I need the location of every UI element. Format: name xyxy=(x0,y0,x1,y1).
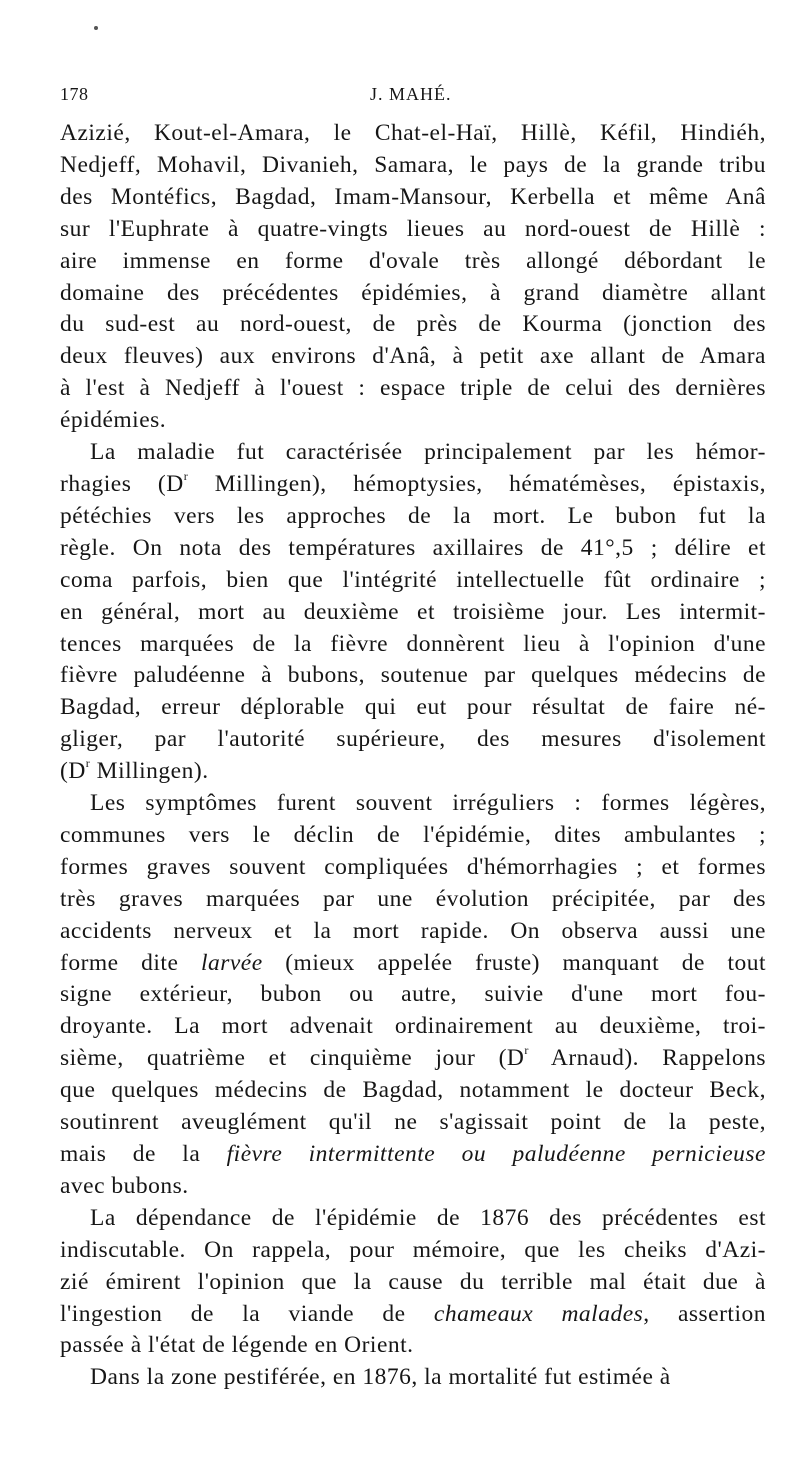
print-speck xyxy=(94,26,98,30)
text-line: tences marquées de la fièvre donnèrent lieu à l'opinion d'une xyxy=(60,630,766,657)
text-line: passée à l'état de légende en Orient. xyxy=(60,1332,414,1359)
text-line: Bagdad, erreur déplorable qui eut pour résultat de faire né- xyxy=(60,694,766,721)
text-line: aire immense en forme d'ovale très allongé débordant le xyxy=(60,247,766,274)
italic-text: larvée xyxy=(200,949,263,976)
italic-text: fièvre intermittente ou paludéenne pernicieuse xyxy=(226,1141,766,1167)
page-number: 178 xyxy=(60,84,89,104)
text-line: indiscutable. On rappela, pour mémoire, que les cheiks d'Azi- xyxy=(60,1236,766,1263)
text-line: signe extérieur, bubon ou autre, suivie d'une mort fou- xyxy=(60,981,766,1008)
text-line: du sud-est au nord-ouest, de près de Kourma (jonction des xyxy=(60,311,766,338)
text-line: forme dite larvée (mieux appelée fruste) manquant de tout xyxy=(60,949,766,976)
text-line: zié émirent l'opinion que la cause du terrible mal était due à xyxy=(60,1268,766,1295)
paragraph xyxy=(60,118,766,437)
text-line: des Montéfics, Bagdad, Imam-Mansour, Kerbella et même Anâ xyxy=(60,183,766,210)
text-line: sième, quatrième et cinquième jour ($D^r$ Arnaud). Rappelons xyxy=(60,1043,767,1072)
page-header xyxy=(60,84,766,110)
text-line: accidents nerveux et la mort rapide. On observa aussi une xyxy=(60,917,766,944)
text-line: soutinrent aveuglément qu'il ne s'agissait point de la peste, xyxy=(60,1109,766,1136)
italic-text: chameaux malades xyxy=(433,1300,644,1327)
text-line: Azizié, Kout-el-Amara, le Chat-el-Haï, Hillè, Kéfil, Hindiéh, xyxy=(60,120,766,146)
text-line: sur l'Euphrate à quatre-vingts lieues au nord-ouest de Hillè : xyxy=(60,215,766,242)
text-line: en général, mort au deuxième et troisième jour. Les intermit- xyxy=(60,598,766,625)
running-head: J. MAHÉ. xyxy=(370,84,452,104)
text-line: pétéchies vers les approches de la mort. Le bubon fut la xyxy=(60,502,766,529)
text-line: avec bubons. xyxy=(60,1172,189,1199)
text-line: très graves marquées par une évolution précipitée, par des xyxy=(60,885,766,912)
text-line: mais de la fièvre intermittente ou paludéenne pernicieuse xyxy=(60,1141,766,1167)
text-line: domaine des précédentes épidémies, à grand diamètre allant xyxy=(60,279,766,306)
superscript: r xyxy=(524,1043,529,1058)
paragraph xyxy=(60,788,766,1203)
text-line: l'ingestion de la viande de chameaux malades, assertion xyxy=(60,1300,766,1327)
text-line: Les symptômes furent souvent irréguliers : formes légères, xyxy=(90,790,766,817)
paragraph xyxy=(60,1362,766,1394)
superscript: r xyxy=(85,756,91,771)
text-line: fièvre paludéenne à bubons, soutenue par quelques médecins de xyxy=(60,662,766,689)
text-line: La dépendance de l'épidémie de 1876 des précédentes est xyxy=(90,1204,766,1231)
text-line: formes graves souvent compliquées d'hémorrhagies ; et formes xyxy=(60,853,766,880)
text-line: communes vers le déclin de l'épidémie, dites ambulantes ; xyxy=(60,821,766,848)
text-line: La maladie fut caractérisée principalement par les hémor- xyxy=(90,439,766,466)
text-line: deux fleuves) aux environs d'Anâ, à petit axe allant de Amara xyxy=(60,343,766,370)
text-line: rhagies ($D^r$ Millingen), hémoptysies, hématémèses, épistaxis, xyxy=(60,469,766,497)
superscript: r xyxy=(183,469,189,484)
text-line: coma parfois, bien que l'intégrité intellectuelle fût ordinaire ; xyxy=(60,566,766,593)
paragraph xyxy=(60,437,766,788)
text-line: Nedjeff, Mohavil, Divanieh, Samara, le pays de la grande tribu xyxy=(60,151,766,178)
text-line: règle. On nota des températures axillaires de 41°,5 ; délire et xyxy=(60,534,766,561)
text-line: épidémies. xyxy=(60,407,167,434)
text-line: ($D^r$ Millingen). xyxy=(60,756,209,785)
text-line: Dans la zone pestiférée, en 1876, la mortalité fut estimée à xyxy=(90,1364,671,1391)
text-line: à l'est à Nedjeff à l'ouest : espace triple de celui des dernières xyxy=(60,375,766,402)
text-line: gliger, par l'autorité supérieure, des mesures d'isolement xyxy=(60,726,766,753)
text-line: que quelques médecins de Bagdad, notamment le docteur Beck, xyxy=(60,1077,766,1104)
text-line: droyante. La mort advenait ordinairement au deuxième, troi- xyxy=(60,1013,766,1040)
body-text xyxy=(60,118,766,1394)
paragraph xyxy=(60,1203,766,1363)
